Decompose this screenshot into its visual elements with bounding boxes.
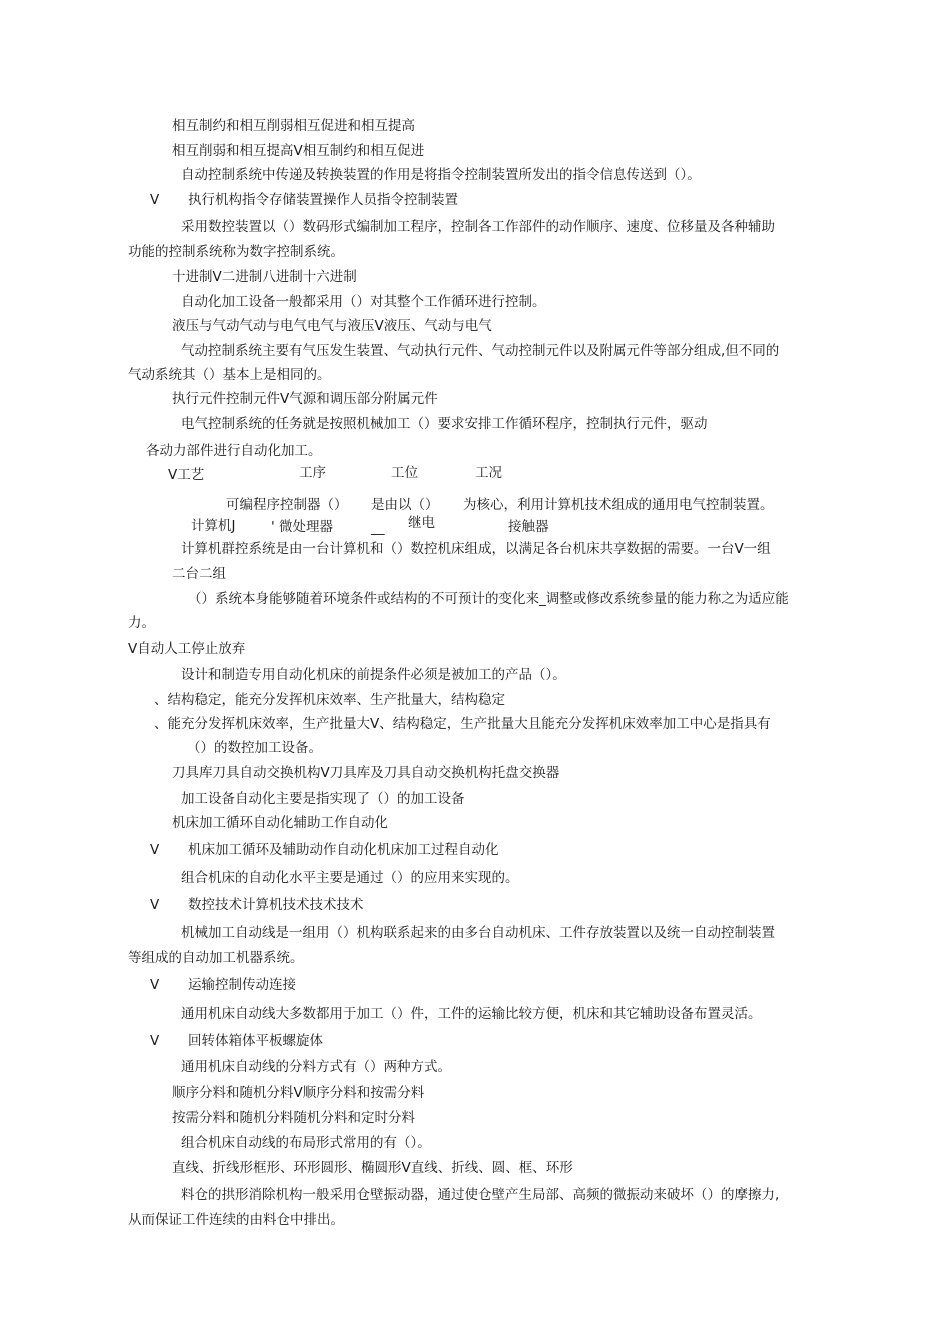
option-text: ' 微处理器 [271,519,334,535]
text-line: 为核心，利用计算机技术组成的通用电气控制装置。 [463,497,774,513]
text-line: 是由以（） [371,497,439,513]
text-line: 功能的控制系统称为数字控制系统。 [128,244,344,260]
text-line: 回转体箱体平板螺旋体 [188,1033,323,1049]
text-line: 可编程序控制器（） [226,497,348,513]
text-line: （）系统本身能够随着环境条件或结构的不可预计的变化来_调整或修改系统参量的能力称之为适应能 [188,591,789,607]
text-line: 执行元件控制元件Ⅴ气源和调压部分附属元件 [172,391,438,407]
text-line: （）的数控加工设备。 [187,740,322,756]
text-line: 电气控制系统的任务就是按照机械加工（）要求安排工作循环程序，控制执行元件，驱动 [181,416,708,432]
text-line: 组合机床的自动化水平主要是通过（）的应用来实现的。 [181,870,519,886]
text-line: 二台二组 [172,566,226,582]
text-line: 直线、折线形框形、环形圆形、椭圆形Ⅴ直线、折线、圆、框、环形 [172,1160,573,1176]
text-line: 气动系统其（）基本上是相同的。 [128,367,331,383]
text-line: 机械加工自动线是一组用（）机构联系起来的由多台自动机床、工件存放装置以及统一自动控制装置 [181,925,775,941]
text-line: 执行机构指令存储装置操作人员指令控制装置 [188,192,458,208]
text-line: 通用机床自动线的分料方式有（）两种方式。 [181,1059,451,1075]
text-line: Ⅴ自动人工停止放弃 [128,641,246,657]
text-line: 组合机床自动线的布局形式常用的有（）。 [181,1135,431,1151]
text-line: 料仓的拱形消除机构一般采用仓壁振动器，通过使仓壁产生局部、高频的微振动来破坏（）的摩擦力, [181,1187,780,1203]
text-line: 加工设备自动化主要是指实现了（）的加工设备 [181,791,465,807]
check-mark: Ⅴ [150,977,160,993]
text-line: 计算机群控系统是由一台计算机和（）数控机床组成，以满足各台机床共享数据的需要。一台Ⅴ一组 [181,541,771,557]
check-mark: Ⅴ [150,1033,160,1049]
text-line: 、结构稳定，能充分发挥机床效率、生产批量大，结构稳定 [154,692,505,708]
text-line: 采用数控装置以（）数码形式编制加工程序，控制各工作部件的动作顺序、速度、位移量及各种辅助 [181,219,775,235]
option-text: 继电 [408,515,435,531]
check-mark: Ⅴ [150,842,160,858]
text-line: 、能充分发挥机床效率，生产批量大Ⅴ、结构稳定，生产批量大且能充分发挥机床效率加工中心是指具有 [154,716,771,732]
option-text: 工况 [475,465,502,481]
text-line: 设计和制造专用自动化机床的前提条件必须是被加工的产品（）。 [181,667,566,683]
check-mark: Ⅴ [150,897,160,913]
option-text: 工序 [299,465,326,481]
text-line: 按需分料和随机分料随机分料和定时分料 [172,1110,415,1126]
text-line: 从而保证工件连续的由料仓中排出。 [128,1212,344,1228]
text-line: 气动控制系统主要有气压发生装置、气动执行元件、气动控制元件以及附属元件等部分组成,但不同的 [181,343,780,359]
text-line: 数控技术计算机技术技术技术 [188,897,364,913]
text-line: 顺序分料和随机分料Ⅴ顺序分料和按需分料 [172,1085,425,1101]
text-line: 相互削弱和相互提高Ⅴ相互制约和相互促进 [172,143,425,159]
text-line: 自动控制系统中传递及转换装置的作用是将指令控制装置所发出的指令信息传送到（）。 [181,167,701,183]
text-line: 力。 [128,615,155,631]
option-text: Ⅴ工艺 [168,467,205,483]
text-line: 运输控制传动连接 [188,977,296,993]
option-text: 计算机J [191,518,236,534]
text-line: 等组成的自动加工机器系统。 [128,950,304,966]
option-text: __ [371,520,385,536]
text-line: 各动力部件进行自动化加工。 [146,443,322,459]
option-text: 工位 [391,465,418,481]
text-line: 相互制约和相互削弱相互促进和相互提高 [172,118,415,134]
text-line: 自动化加工设备一般都采用（）对其整个工作循环进行控制。 [181,294,546,310]
text-line: 刀具库刀具自动交换机构Ⅴ刀具库及刀具自动交换机构托盘交换器 [172,765,560,781]
check-mark: Ⅴ [150,192,160,208]
option-text: 接触器 [508,519,549,535]
text-line: 机床加工循环及辅助动作自动化机床加工过程自动化 [188,842,499,858]
text-line: 机床加工循环自动化辅助工作自动化 [172,815,388,831]
text-line: 通用机床自动线大多数都用于加工（）件，工件的运输比较方便，机床和其它辅助设备布置灵活。 [181,1006,762,1022]
text-line: 液压与气动气动与电气电气与液压Ⅴ液压、气动与电气 [172,318,492,334]
text-line: 十进制Ⅴ二进制八进制十六进制 [172,269,357,285]
